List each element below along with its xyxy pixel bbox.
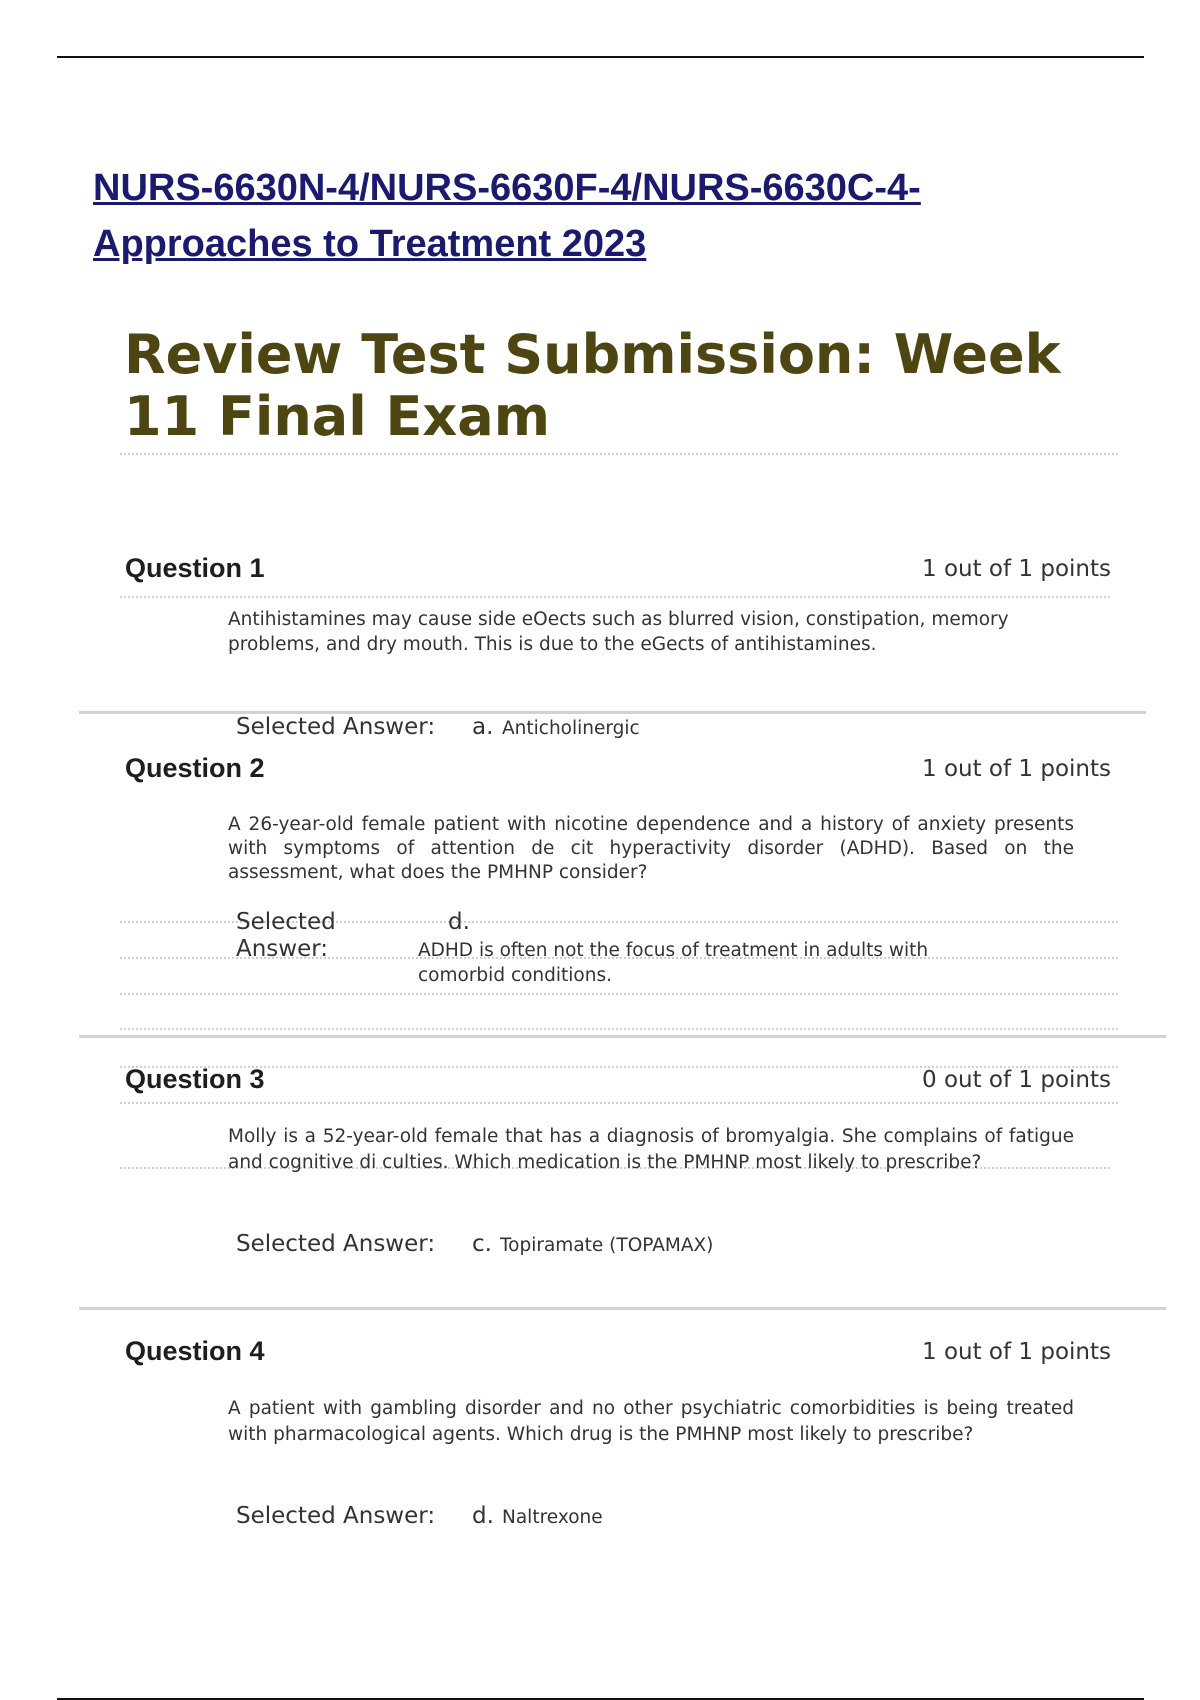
heading-divider	[120, 453, 1118, 455]
question-title: Question 3	[125, 1064, 265, 1094]
question-separator	[79, 1307, 1166, 1310]
question-text: A 26-year-old female patient with nicotine dependence and a history of anxiety presents with symptoms of attention de cit hyperactivity disorder (ADHD). Based on the assessment, what does the PMHNP consider?	[228, 814, 1074, 883]
answer-text: Anticholinergic	[502, 718, 640, 739]
question-points: 1 out of 1 points	[922, 1339, 1111, 1365]
answer-text: Naltrexone	[502, 1507, 603, 1528]
course-title-link[interactable]: NURS-6630N-4/NURS-6630F-4/NURS-6630C-4-Approaches to Treatment 2023	[93, 167, 921, 265]
selected-answer-label: Selected Answer:	[236, 714, 436, 740]
answer-letter: d.	[472, 1503, 494, 1529]
question-title: Question 4	[125, 1336, 265, 1366]
top-rule	[57, 56, 1144, 58]
answer-letter: c.	[472, 1231, 492, 1257]
selected-answer-label: Answer:	[236, 936, 329, 962]
selected-answer-label: Selected	[236, 909, 336, 935]
question-text: A patient with gambling disorder and no other psychiatric comorbidities is being treated with pharmacological agents. Which drug is the PMHNP most likely to prescribe?	[228, 1398, 1074, 1445]
answer-divider	[120, 1028, 1118, 1030]
selected-answer-label: Selected Answer:	[236, 1503, 436, 1529]
question-text: Molly is a 52-year-old female that has a diagnosis of bromyalgia. She complains of fatigue and cognitive di culties. Which medication is the PMHNP most likely to prescribe?	[228, 1126, 1074, 1173]
question-points: 1 out of 1 points	[922, 556, 1111, 582]
answer-letter: a.	[472, 714, 494, 740]
question-divider	[120, 596, 1110, 598]
question-title: Question 1	[125, 553, 265, 583]
answer-text: Topiramate (TOPAMAX)	[500, 1235, 714, 1256]
question-title: Question 2	[125, 753, 265, 783]
answer-divider	[120, 993, 1118, 995]
page-heading: Review Test Submission: Week 11 Final Exam	[124, 323, 1061, 448]
answer-text: ADHD is often not the focus of treatment in adults with comorbid conditions.	[418, 940, 929, 986]
selected-answer-label: Selected Answer:	[236, 1231, 436, 1257]
answer-letter: d.	[448, 909, 470, 935]
question-separator	[79, 1035, 1166, 1038]
question-points: 0 out of 1 points	[922, 1067, 1111, 1093]
question-points: 1 out of 1 points	[922, 756, 1111, 782]
question-text: Antihistamines may cause side eOects such as blurred vision, constipation, memory problems, and dry mouth. This is due to the eGects of antihistamines.	[228, 609, 1009, 655]
question-divider	[120, 1102, 1118, 1104]
